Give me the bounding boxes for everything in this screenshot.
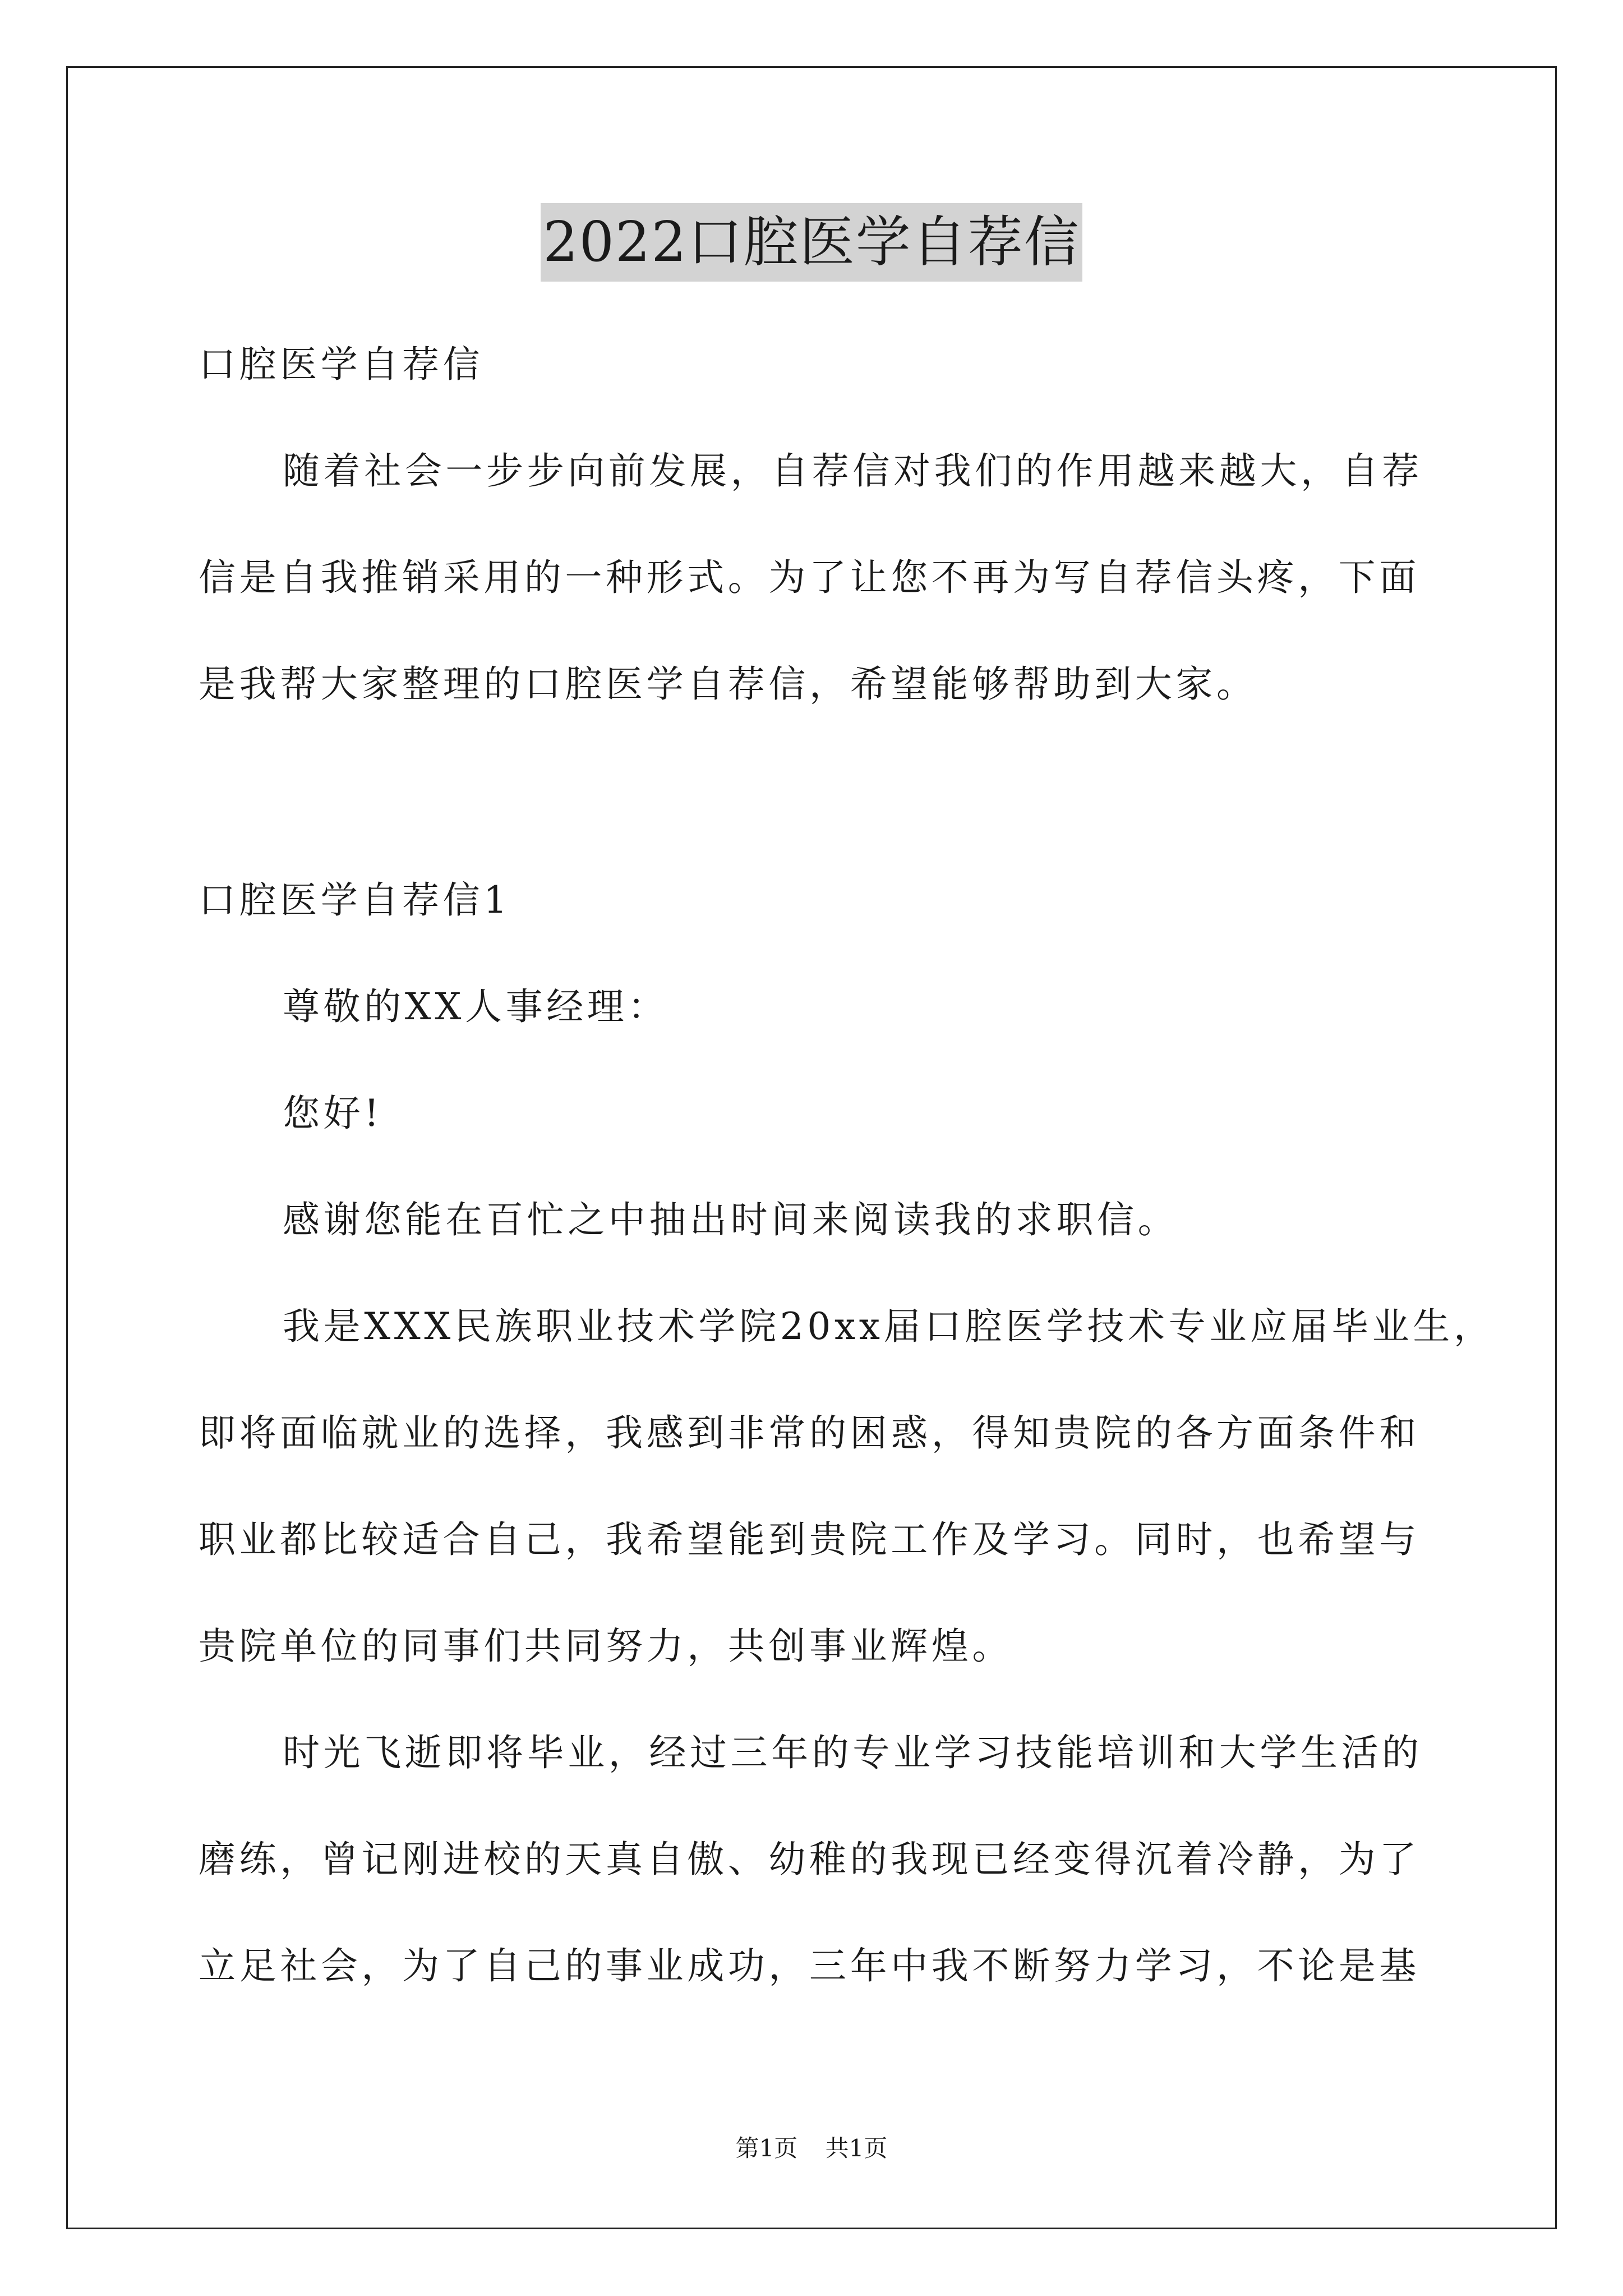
page-number: 第1页 bbox=[735, 2134, 798, 2162]
page-footer bbox=[0, 2132, 1623, 2165]
section-heading: 口腔医学自荐信 bbox=[199, 343, 484, 386]
paragraph1-line-2: 即将面临就业的选择，我感到非常的困惑，得知贵院的各方面条件和 bbox=[199, 1411, 1420, 1455]
document-title: 2022口腔医学自荐信 bbox=[541, 203, 1082, 282]
salutation: 尊敬的XX人事经理： bbox=[283, 985, 668, 1028]
paragraph1-line-4: 贵院单位的同事们共同努力，共创事业辉煌。 bbox=[199, 1625, 1013, 1668]
title-container bbox=[0, 203, 1623, 282]
intro-line-3: 是我帮大家整理的口腔医学自荐信，希望能够帮助到大家。 bbox=[199, 662, 1257, 706]
greeting: 您好! bbox=[283, 1092, 383, 1135]
intro-line-1: 随着社会一步步向前发展，自荐信对我们的作用越来越大，自荐 bbox=[283, 449, 1423, 493]
paragraph2-line-3: 立足社会，为了自己的事业成功，三年中我不断努力学习，不论是基 bbox=[199, 1944, 1420, 1987]
intro-line-2: 信是自我推销采用的一种形式。为了让您不再为写自荐信头疼，下面 bbox=[199, 556, 1420, 599]
section-heading-1: 口腔医学自荐信1 bbox=[199, 878, 511, 922]
paragraph2-line-1: 时光飞逝即将毕业，经过三年的专业学习技能培训和大学生活的 bbox=[283, 1731, 1423, 1774]
thanks-line: 感谢您能在百忙之中抽出时间来阅读我的求职信。 bbox=[283, 1198, 1179, 1241]
paragraph1-line-1: 我是XXX民族职业技术学院20xx届口腔医学技术专业应届毕业生， bbox=[283, 1305, 1495, 1348]
paragraph1-line-3: 职业都比较适合自己，我希望能到贵院工作及学习。同时，也希望与 bbox=[199, 1518, 1420, 1561]
page-total: 共1页 bbox=[825, 2134, 888, 2162]
paragraph2-line-2: 磨练，曾记刚进校的天真自傲、幼稚的我现已经变得沉着冷静，为了 bbox=[199, 1838, 1420, 1881]
